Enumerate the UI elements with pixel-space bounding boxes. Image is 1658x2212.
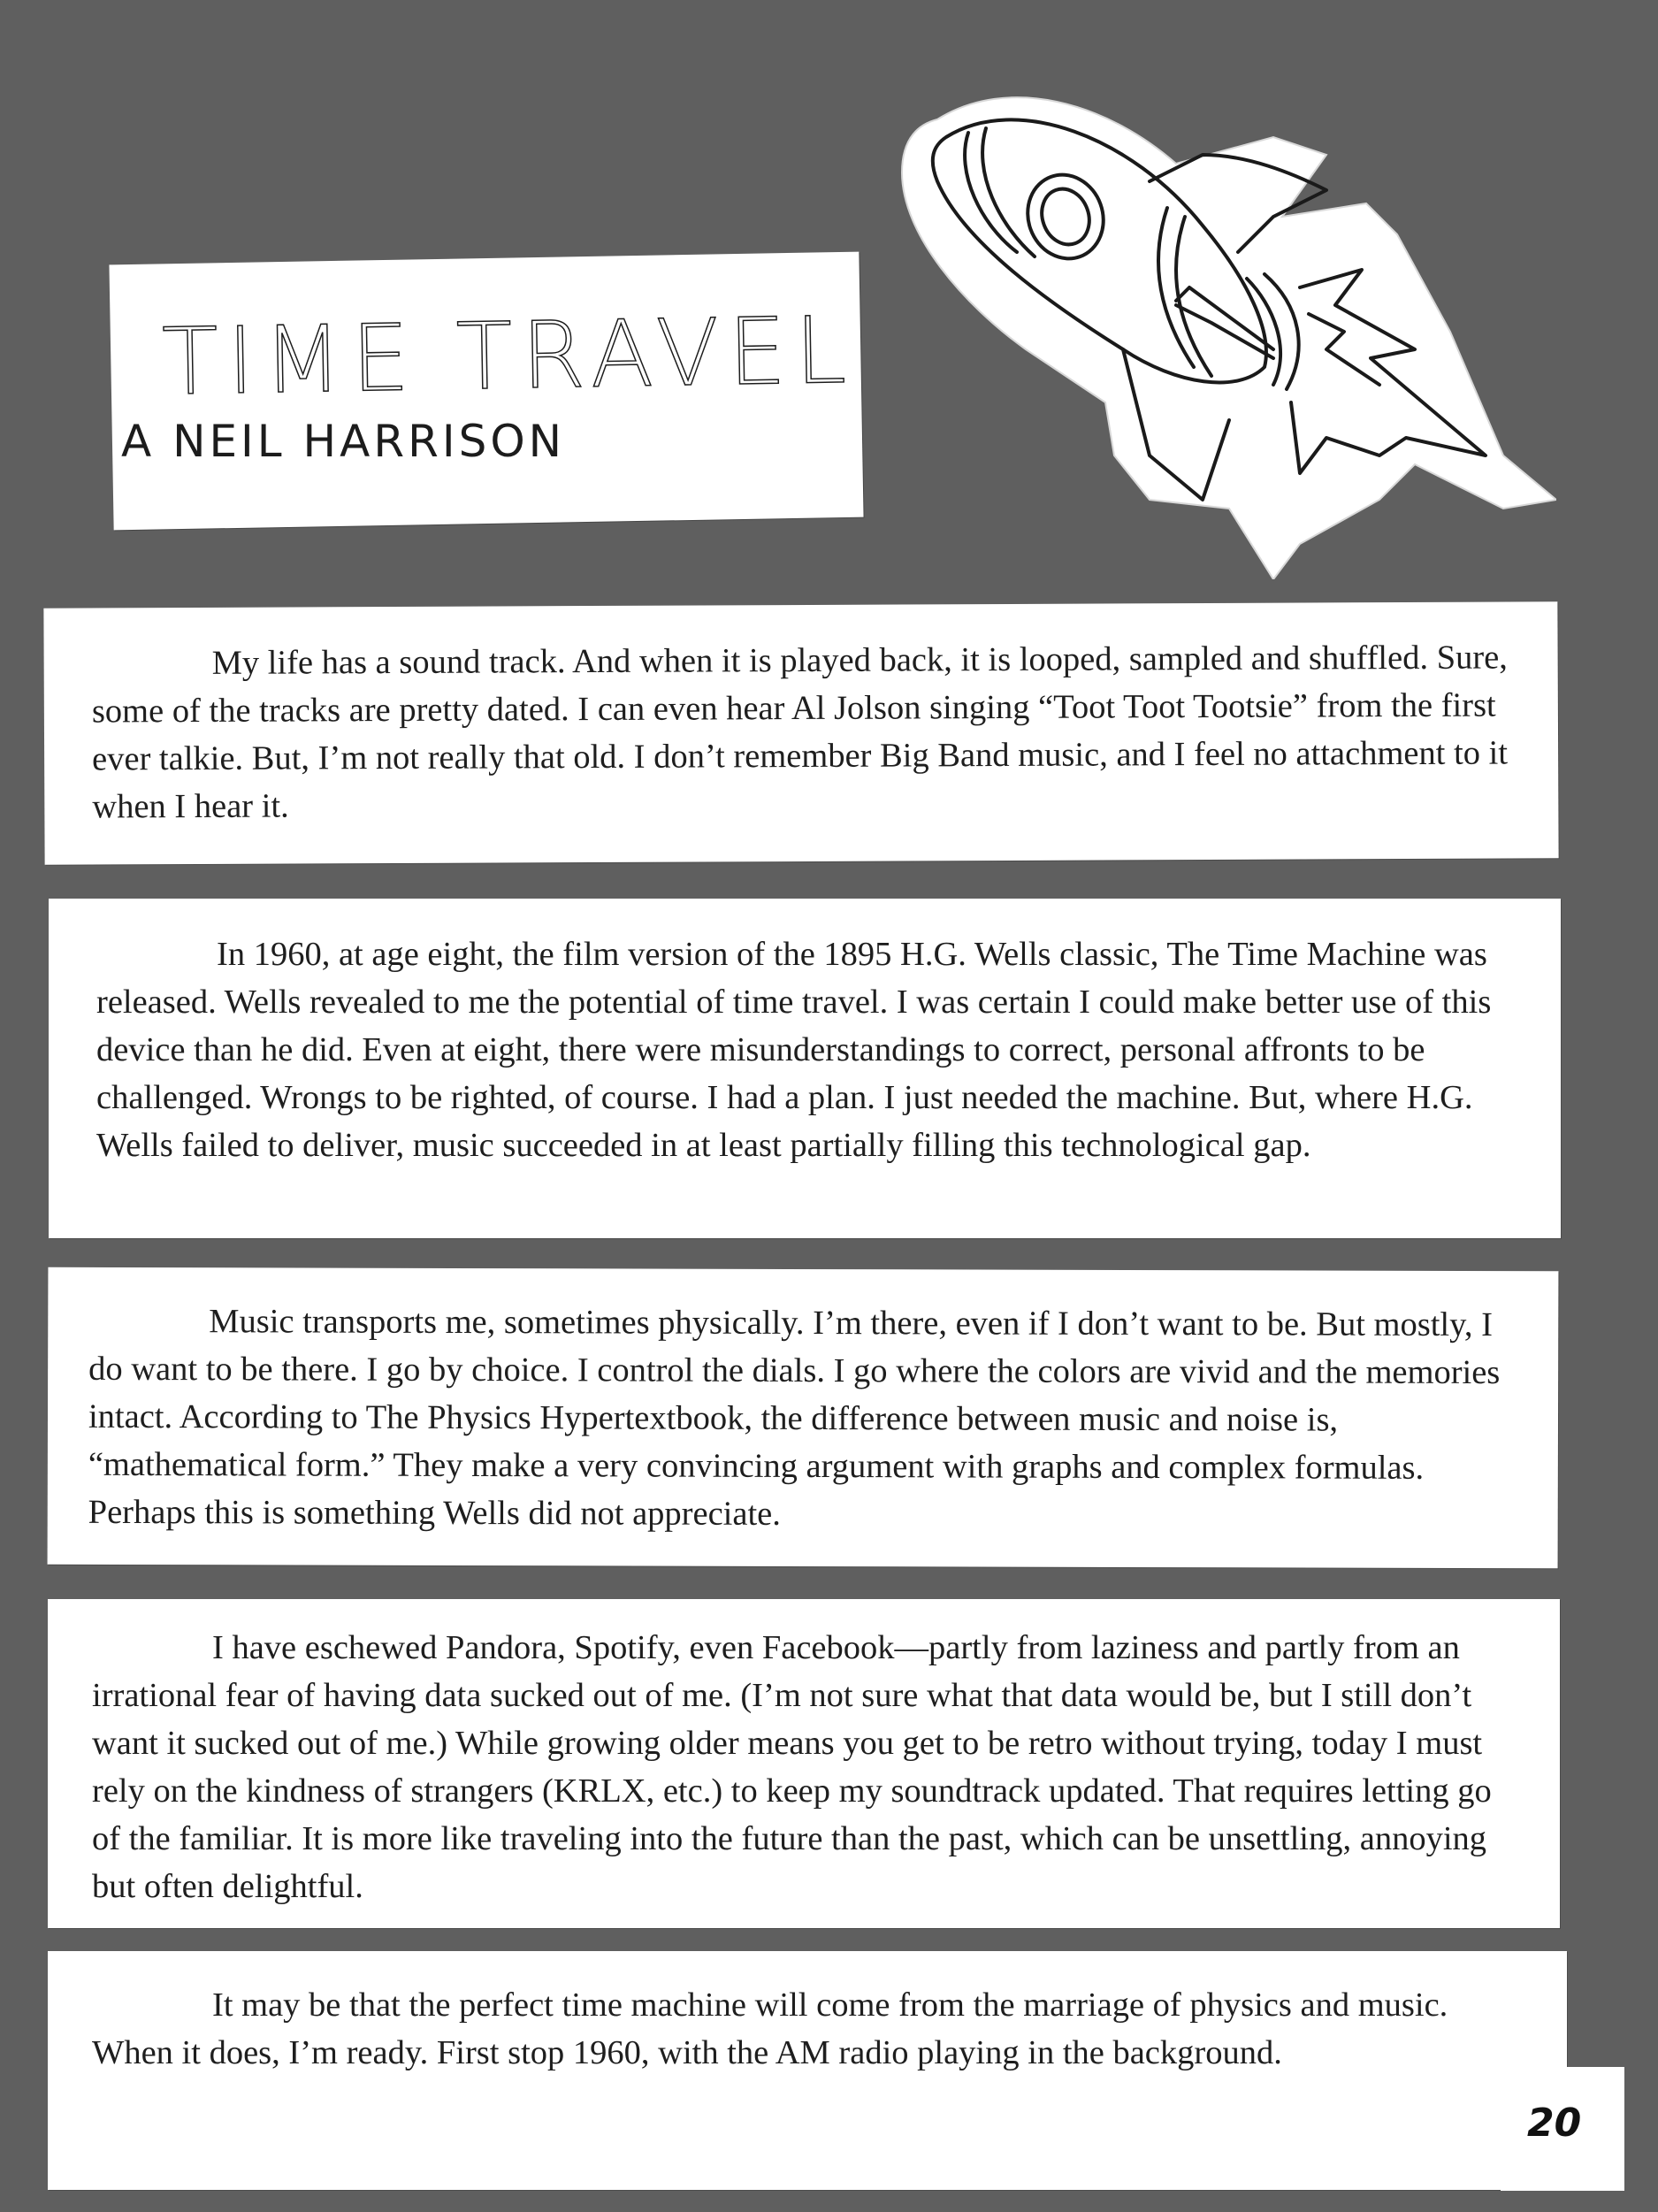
page-title: TIME TRAVEL [161,295,856,417]
paragraph: It may be that the perfect time machine will come from the marriage of physics and music. When it does, I’m ready. First stop 1960, with the AM radio playing in the background. [92,1986,1448,2071]
paragraph-box-2 [49,899,1561,1238]
rocket-icon [884,84,1556,579]
page-number: 20 [1527,2101,1582,2146]
paragraph-box-5 [48,1951,1567,2190]
paragraph-box-4 [48,1599,1560,1928]
paragraph: I have eschewed Pandora, Spotify, even Facebook—partly from laziness and partly from an irrational fear of having data sucked out of me. (I’m not sure what that data would be, but I still don’t want it sucked out of me.) While growing older means you get to be retro without trying, today I must rely on the kindness of strangers (KRLX, etc.) to keep my soundtrack updated. That requires letting go of the familiar. It is more like traveling into the future than the past, which can be unsettling, annoying but often delightful. [92,1629,1492,1905]
paragraph-box-1 [43,601,1558,864]
author-byline: A NEIL HARRISON [120,415,566,467]
paragraph-box-3 [48,1267,1559,1568]
page-number-card [1501,2067,1624,2191]
paragraph: Music transports me, sometimes physically. I’m there, even if I don’t want to be. But mostly, I do want to be there. I go by choice. I control the dials. I go where the colors are vivid and the memories intact. According to The Physics Hypertextbook, the difference between music and noise is, “mathematical form.” They make a very convincing argument with graphs and complex formulas. Perhaps this is something Wells did not appreciate. [88,1303,1501,1533]
paragraph: My life has a sound track. And when it is played back, it is looped, sampled and shuffled. Sure, some of the tracks are pretty dated. I can even hear Al Jolson singing “Toot Toot Tootsie” from the first ever talkie. But, I’m not really that old. I don’t remember Big Band music, and I feel no attachment to it when I hear it. [91,639,1509,826]
paragraph: In 1960, at age eight, the film version of the 1895 H.G. Wells classic, The Time Machine was released. Wells revealed to me the potential of time travel. I was certain I could make better use of this device than he did. Even at eight, there were misunderstandings to correct, personal affronts to be challenged. Wrongs to be righted, of course. I had a plan. I just needed the machine. But, where H.G. Wells failed to deliver, music succeeded in at least partially filling this technological gap. [96,936,1492,1164]
title-card [109,252,863,531]
